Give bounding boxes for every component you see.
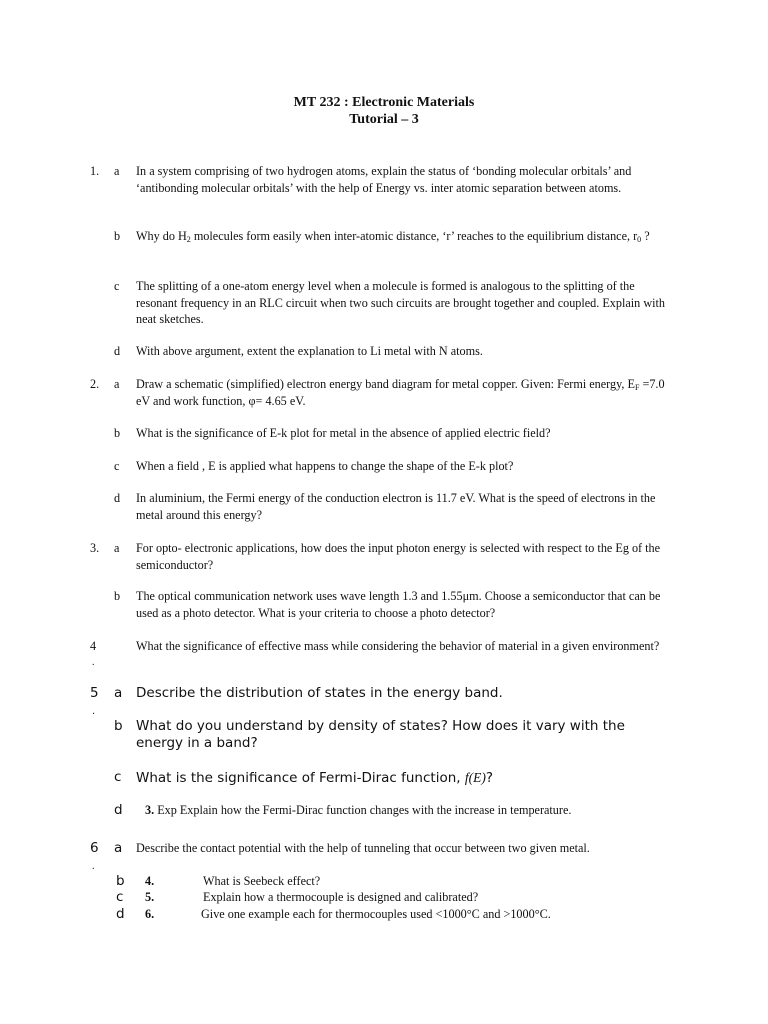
question-text: The optical communication network uses wave length 1.3 and 1.55μm. Choose a semiconductor that can be used as a photo detector. What is your criteria to choose a photo detector?	[136, 589, 661, 620]
question-text: The splitting of a one-atom energy level when a molecule is formed is analogous to the splitting of the resonant frequency in an RLC circuit when two such circuits are brought together and coupled. Explain with neat sketches.	[136, 279, 665, 326]
question-text: Why do $H_2$ molecules form easily when inter-atomic distance, ‘r’ reaches to the equilibrium distance, $r_0$ ?	[136, 229, 650, 244]
part-letter: c	[114, 459, 120, 473]
page-subtitle: Tutorial – 3	[349, 112, 419, 127]
question-text: When a field , E is applied what happens to change the shape of the E-k plot?	[136, 459, 514, 473]
question-text: With above argument, extent the explanation to Li metal with N atoms.	[136, 344, 483, 358]
item-number: 5.	[145, 890, 155, 904]
question-number: 6	[90, 840, 99, 856]
question-text: What the significance of effective mass while considering the behavior of material in a given environment?	[136, 639, 660, 653]
question-text: Give one example each for thermocouples used <1000°C and >1000°C.	[201, 907, 551, 921]
part-letter: c	[116, 889, 124, 905]
part-letter: d	[114, 491, 121, 505]
part-letter: b	[114, 718, 123, 734]
part-letter: b	[114, 589, 121, 603]
item-number: 6.	[145, 907, 155, 921]
question-text: What is Seebeck effect?	[203, 874, 321, 888]
part-letter: b	[114, 229, 121, 243]
part-letter: c	[114, 769, 122, 785]
question-number: 4	[90, 639, 97, 653]
question-text: What is the significance of E-k plot for metal in the absence of applied electric field?	[136, 426, 551, 440]
question-text: For opto- electronic applications, how does the input photon energy is selected with respect to the Eg of the semiconductor?	[136, 541, 661, 572]
question-number-dot: .	[92, 657, 95, 668]
question-text: In a system comprising of two hydrogen atoms, explain the status of ‘bonding molecular orbitals’ and ‘antibonding molecular orbitals’ with the help of Energy vs. inter atomic separation between atoms.	[136, 164, 632, 195]
part-letter: a	[114, 377, 120, 391]
part-letter: a	[114, 685, 123, 701]
part-letter: a	[114, 164, 120, 178]
question-number: 3.	[90, 541, 100, 555]
part-letter: d	[116, 906, 125, 922]
part-letter: d	[114, 344, 121, 358]
question-number-dot: .	[92, 706, 96, 717]
question-text: Describe the distribution of states in the energy band.	[136, 685, 503, 701]
part-letter: a	[114, 541, 120, 555]
part-letter: b	[116, 873, 125, 889]
question-number: 1.	[90, 164, 100, 178]
item-number: 4.	[145, 874, 155, 888]
question-text: Explain how a thermocouple is designed and calibrated?	[203, 890, 479, 904]
page-title: MT 232 : Electronic Materials	[293, 95, 475, 110]
part-letter: c	[114, 279, 120, 293]
question-text: In aluminium, the Fermi energy of the conduction electron is 11.7 eV. What is the speed of electrons in the metal around this energy?	[136, 491, 656, 522]
part-letter: b	[114, 426, 121, 440]
question-text: 3. Exp Explain how the Fermi-Dirac function changes with the increase in temperature.	[145, 803, 572, 817]
part-letter: a	[114, 840, 123, 856]
question-number: 5	[90, 685, 99, 701]
question-text: Describe the contact potential with the help of tunneling that occur between two given metal.	[136, 841, 590, 855]
question-text: What is the significance of Fermi-Dirac function, f(E)?	[136, 770, 494, 786]
question-text: What do you understand by density of states? How does it vary with the energy in a band?	[136, 718, 625, 751]
question-text: Draw a schematic (simplified) electron energy band diagram for metal copper. Given: Fermi energy, $E_F =7.0$ eV and work function, φ= 4.65 eV.	[136, 377, 665, 408]
part-letter: d	[114, 802, 123, 818]
question-number-dot: .	[92, 861, 95, 872]
question-number: 2.	[90, 377, 100, 391]
